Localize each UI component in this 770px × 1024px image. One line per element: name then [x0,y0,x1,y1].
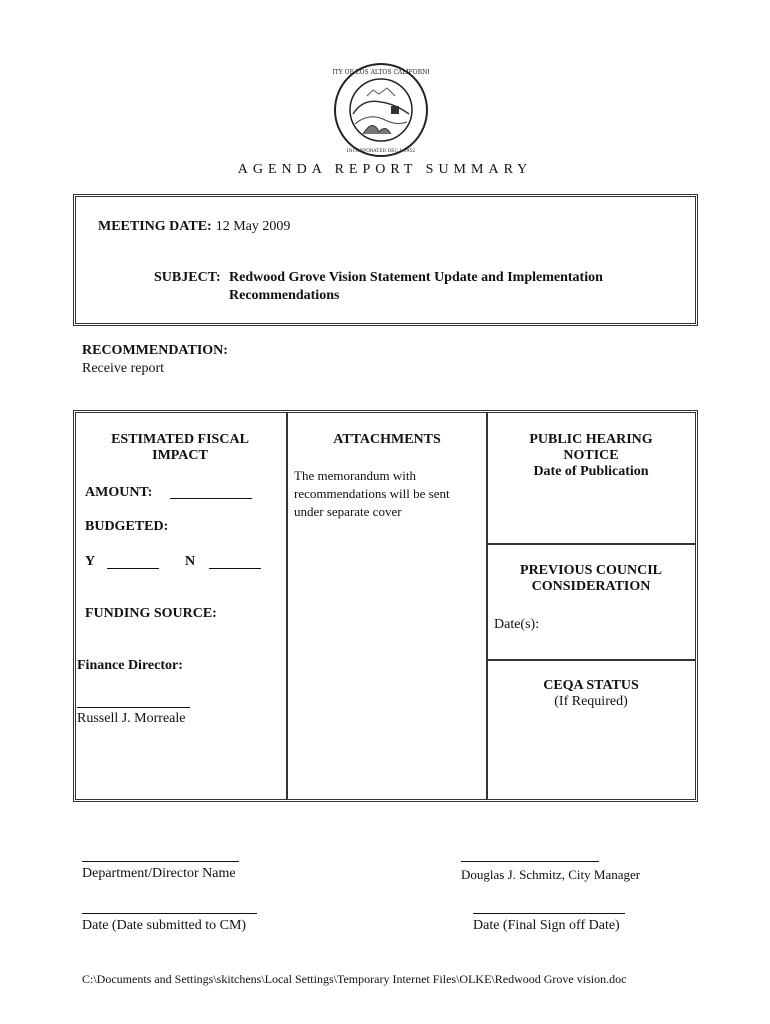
ceqa-sub: (If Required) [554,694,628,709]
public-hearing-line-2: NOTICE [563,448,619,463]
budgeted-no-line [209,568,261,569]
svg-text:CITY OF LOS ALTOS CALIFORNIA: CITY OF LOS ALTOS CALIFORNIA [333,69,429,76]
recommendation-text: Receive report [82,361,165,376]
date-cm-line [82,913,257,914]
date-submitted-label: Date (Date submitted to CM) [82,918,247,933]
public-hearing-line-1: PUBLIC HEARING [529,432,653,447]
ceqa-heading: CEQA STATUS [543,678,639,693]
fiscal-heading-line-2: IMPACT [152,448,208,463]
grid-divider-2 [486,412,488,800]
finance-director-label: Finance Director: [77,658,183,673]
previous-dates-label: Date(s): [494,617,540,632]
amount-label: AMOUNT: [85,485,153,500]
attachments-line-3: under separate cover [294,504,402,519]
budgeted-yes-label: Y [85,554,96,569]
fiscal-heading-line-1: ESTIMATED FISCAL [111,432,249,447]
attachments-line-2: recommendations will be sent [294,486,450,501]
dept-signature-line [82,861,239,862]
grid-row-divider-1 [487,543,695,545]
attachments-heading: ATTACHMENTS [333,432,441,447]
previous-council-line-2: CONSIDERATION [531,579,651,594]
ceqa-block [490,678,692,710]
finance-signature-line [77,707,190,708]
recommendation-label: RECOMMENDATION: [82,343,228,358]
budgeted-yes-line [107,568,159,569]
date-final-line [473,913,625,914]
manager-signature-line [461,861,599,862]
city-manager-label: Douglas J. Schmitz, City Manager [461,867,641,882]
amount-line [170,498,252,499]
report-title: AGENDA REPORT SUMMARY [237,162,533,177]
city-seal [333,62,429,158]
public-hearing-heading [490,432,692,480]
budgeted-no-label: N [185,554,196,569]
meeting-date-value: 12 May 2009 [215,219,291,234]
attachments-line-1: The memorandum with [294,468,417,483]
meeting-box [75,196,696,324]
fiscal-heading [90,432,270,464]
subject-line-2: Recommendations [229,288,340,303]
previous-council-line-1: PREVIOUS COUNCIL [520,563,662,578]
dept-director-label: Department/Director Name [82,866,236,881]
attachments-text [294,467,450,521]
grid-divider-1 [286,412,288,800]
funding-source-label: FUNDING SOURCE: [85,606,217,621]
subject-line-1: Redwood Grove Vision Statement Update and Implementation [229,270,603,285]
svg-text:INCORPORATED DEC 1 1952: INCORPORATED DEC 1 1952 [346,149,416,154]
budgeted-label: BUDGETED: [85,519,169,534]
file-path-footer: C:\Documents and Settings\skitchens\Local Settings\Temporary Internet Files\OLKE\Redwood Grove vision.doc [82,972,627,986]
grid-row-divider-2 [487,659,695,661]
date-final-label: Date (Final Sign off Date) [473,918,620,933]
finance-director-name: Russell J. Morreale [77,711,186,726]
previous-council-heading [490,563,692,595]
meeting-date [98,217,290,235]
public-hearing-sub: Date of Publication [533,464,649,479]
meeting-date-label: MEETING DATE: [98,219,212,234]
subject-label: SUBJECT: [154,270,221,285]
